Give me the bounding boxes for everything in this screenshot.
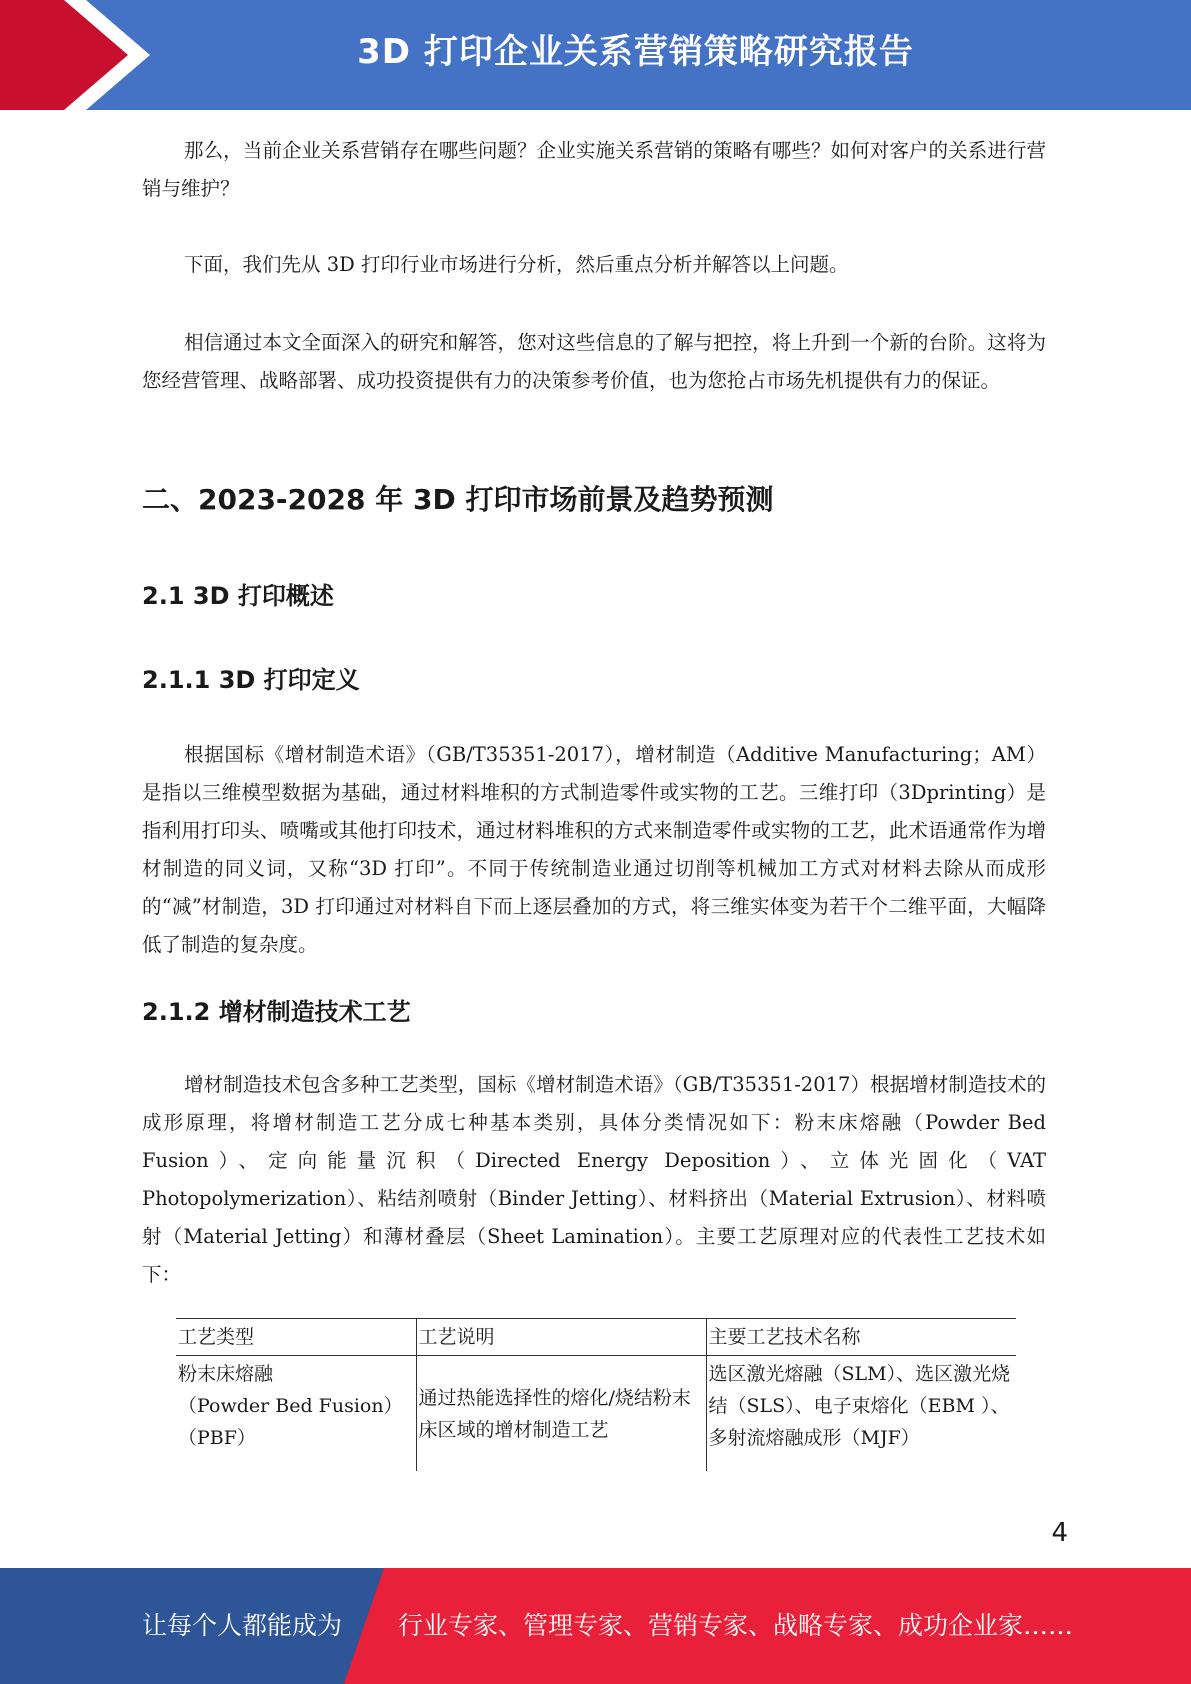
page-footer — [0, 1568, 1191, 1684]
subsection-heading-2-1-1 — [142, 662, 1046, 698]
type-line: 粉末床熔融 — [178, 1363, 274, 1385]
heading-text: 2.1.1 3D 打印定义 — [142, 666, 360, 694]
paragraph-text: 下面，我们先从 3D 打印行业市场进行分析，然后重点分析并解答以上问题。 — [184, 253, 849, 276]
paragraph-definition — [142, 736, 1046, 964]
paragraph-text: 根据国标《增材制造术语》（GB/T35351-2017），增材制造（Additive Manufacturing；AM）是指以三维模型数据为基础，通过材料堆积的方式制造零件或实物的工艺。三维打印（3Dprinting）是指利用打印头、喷嘴或其他打印技术，通过材料堆积的方式来制造零件或实物的工艺，此术语通常作为增材制造的同义词，又称“3D 打印”。不同于传统制造业通过切削等机械加工方式对材料去除从而成形的“减”材制造，3D 打印通过对材料自下而上逐层叠加的方式，将三维实体变为若干个二维平面，大幅降低了制造的复杂度。 — [142, 743, 1046, 956]
heading-text: 二、2023-2028 年 3D 打印市场前景及趋势预测 — [142, 483, 774, 516]
desc-text: 通过热能选择性的熔化/烧结粉末床区域的增材制造工艺 — [418, 1386, 691, 1441]
table-cell-tech: 选区激光熔融（SLM）、选区激光烧结（SLS）、电子束熔化（EBM ）、多射流熔融成形（MJF） — [706, 1356, 1016, 1472]
header-title: 3D 打印企业关系营销策略研究报告 — [357, 32, 914, 72]
paragraph-intro-analysis — [142, 246, 1046, 284]
heading-text: 2.1 3D 打印概述 — [142, 582, 334, 610]
table-header-row — [176, 1319, 1016, 1356]
process-table-wrapper — [170, 1316, 1030, 1471]
footer-slogan-right: 行业专家、管理专家、营销专家、战略专家、成功企业家…… — [398, 1611, 1074, 1640]
page-number: 4 — [1051, 1518, 1068, 1548]
table-header-cell: 工艺说明 — [416, 1319, 706, 1356]
type-line: （PBF） — [178, 1427, 256, 1449]
subsection-heading-2-1 — [142, 578, 1046, 614]
process-table — [176, 1318, 1016, 1471]
type-line: （Powder Bed Fusion） — [178, 1395, 403, 1417]
paragraph-intro-questions — [142, 132, 1046, 208]
footer-slogan-left: 让每个人都能成为 — [142, 1611, 343, 1640]
paragraph-text: 增材制造技术包含多种工艺类型，国标《增材制造术语》（GB/T35351-2017）根据增材制造技术的成形原理，将增材制造工艺分成七种基本类别，具体分类情况如下：粉末床熔融（Powder Bed Fusion）、定向能量沉积（Directed Energy Deposition）、立体光固化（VAT Photopolymerization）、粘结剂喷射（Binder Jetting）、材料挤出（Material Extrusion）、材料喷射（Material Jetting）和薄材叠层（Sheet Lamination）。主要工艺原理对应的代表性工艺技术如下： — [142, 1073, 1046, 1286]
page-header — [0, 0, 1191, 110]
subsection-heading-2-1-2 — [142, 994, 1046, 1030]
section-heading-2 — [142, 480, 1046, 520]
paragraph-intro-value — [142, 324, 1046, 400]
table-header-cell: 主要工艺技术名称 — [706, 1319, 1016, 1356]
table-header-cell: 工艺类型 — [176, 1319, 416, 1356]
table-row — [176, 1356, 1016, 1472]
heading-text: 2.1.2 增材制造技术工艺 — [142, 998, 411, 1026]
paragraph-text: 那么，当前企业关系营销存在哪些问题？企业实施关系营销的策略有哪些？如何对客户的关系进行营销与维护？ — [142, 139, 1046, 200]
table-cell-type — [176, 1356, 416, 1472]
table-cell-desc — [416, 1356, 706, 1472]
paragraph-process-types — [142, 1066, 1046, 1294]
paragraph-text: 相信通过本文全面深入的研究和解答，您对这些信息的了解与把控，将上升到一个新的台阶。这将为您经营管理、战略部署、成功投资提供有力的决策参考价值，也为您抢占市场先机提供有力的保证。 — [142, 331, 1046, 392]
